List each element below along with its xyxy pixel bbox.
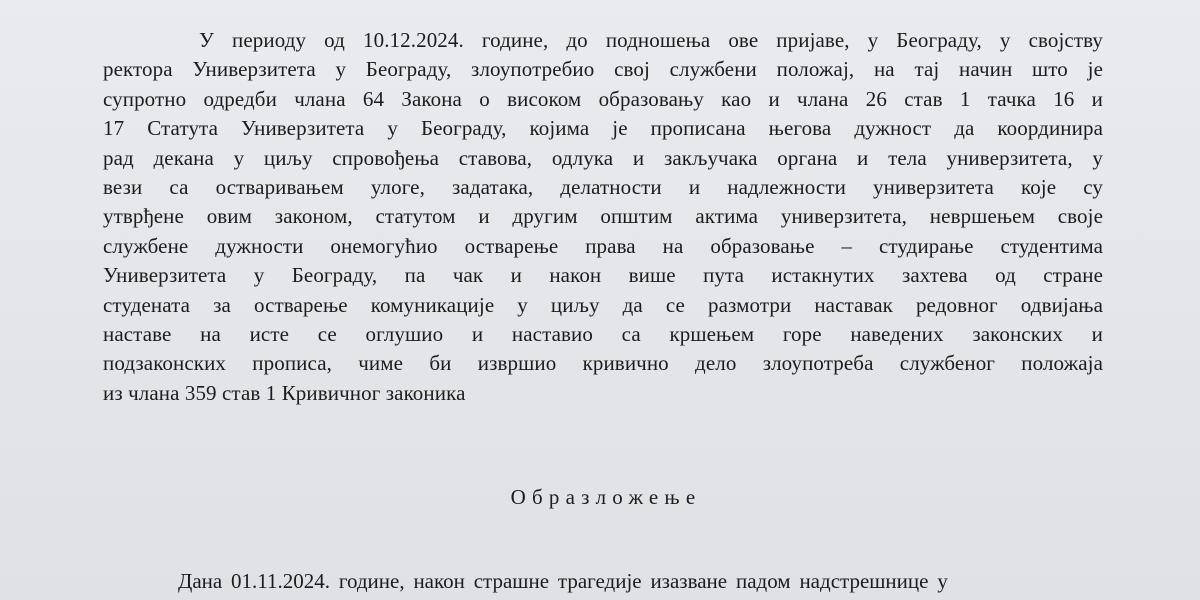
- paragraph-line: подзаконских прописа, чиме би извршио кривично дело злоупотреба службеног положаја: [103, 351, 1103, 376]
- paragraph-line: утврђене овим законом, статутом и другим општим актима универзитета, невршењем своје: [103, 204, 1103, 229]
- paragraph-line: рад декана у циљу спровођења ставова, одлука и закључака органа и тела универзитета, у: [103, 145, 1103, 170]
- paragraph-line: У периоду од 10.12.2024. године, до подношења ове пријаве, у Београду, у својству: [199, 28, 1103, 52]
- paragraph-line: студената за остварење комуникације у циљу да се размотри наставак редовног одвијања: [103, 292, 1103, 317]
- paragraph-line: ректора Универзитета у Београду, злоупотребио свој службени положај, на тај начин што је: [103, 57, 1103, 82]
- explanation-paragraph-first-line: Дана 01.11.2024. године, након страшне трагедије изазване падом надстрешнице у: [178, 569, 948, 593]
- paragraph-line: 17 Статута Универзитета у Београду, којима је прописана његова дужност да координира: [103, 116, 1103, 141]
- paragraph-line: службене дужности онемогућио остварење права на образовање – студирање студентима: [103, 233, 1103, 258]
- section-heading: Образложење: [510, 485, 702, 509]
- paragraph-line: Универзитета у Београду, па чак и након више пута истакнутих захтева од стране: [103, 263, 1103, 288]
- paragraph-line: вези са остваривањем улоге, задатака, делатности и надлежности универзитета које су: [103, 174, 1103, 199]
- paragraph-line: супротно одредби члана 64 Закона о високом образовању као и члана 26 став 1 тачка 16 и: [103, 86, 1103, 111]
- criminal-complaint-paragraph: [103, 26, 1103, 408]
- paragraph-line: из члана 359 став 1 Кривичног законика: [103, 380, 466, 405]
- paragraph-line: наставе на исте се оглушио и наставио са кршењем горе наведених законских и: [103, 321, 1103, 346]
